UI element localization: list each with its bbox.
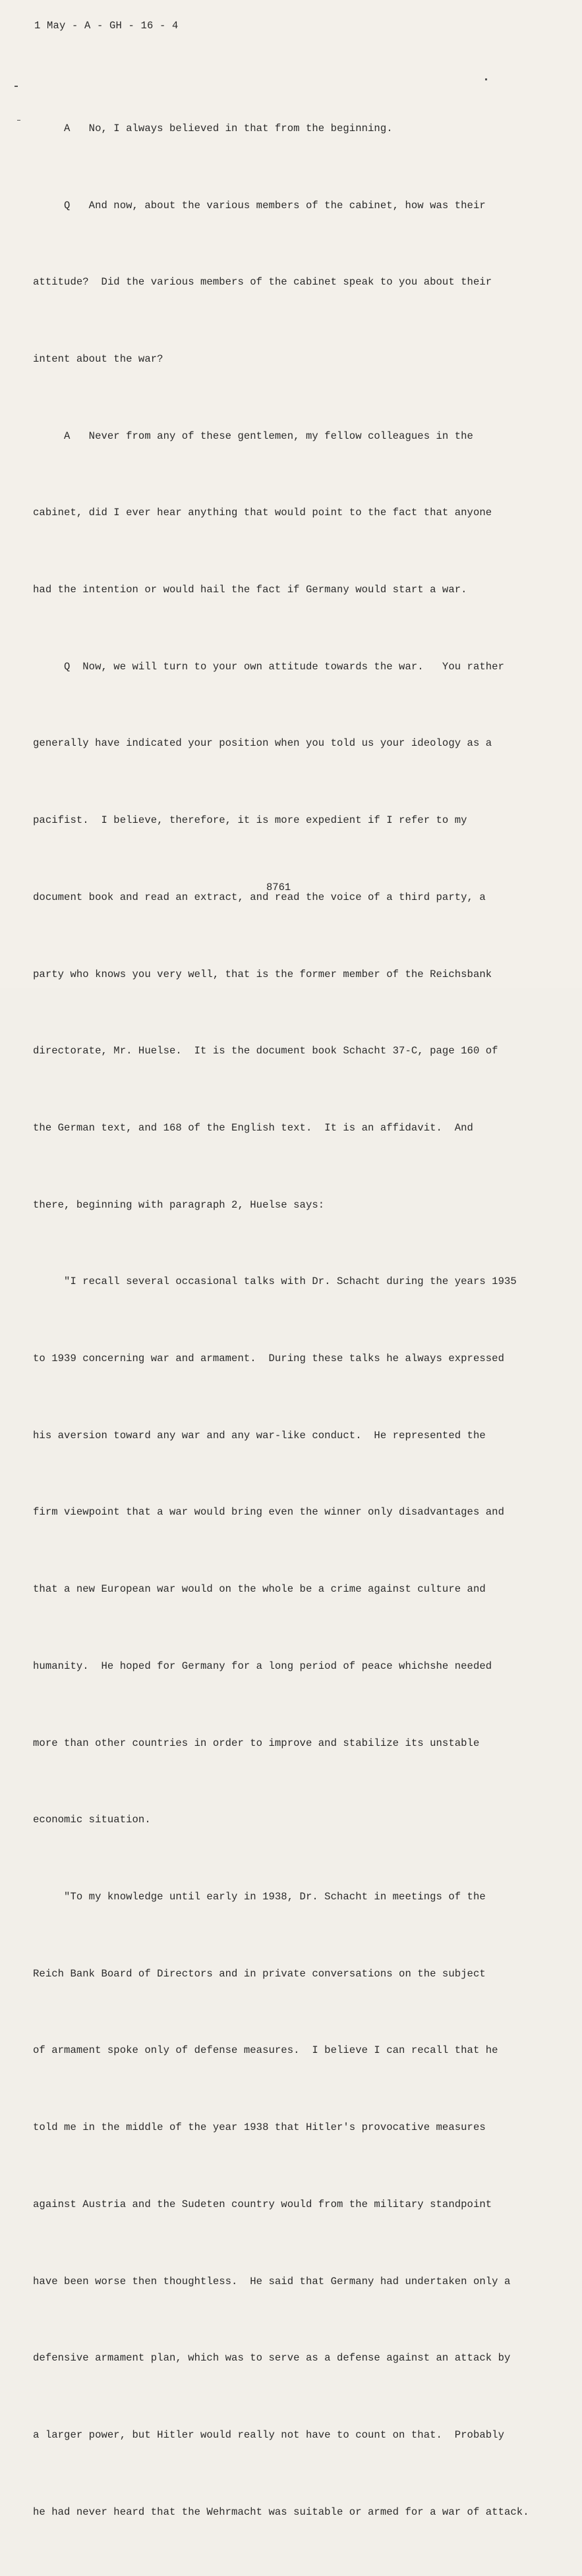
text-line: A No, I always believed in that from the beginning. <box>33 122 393 134</box>
text-line: economic situation. <box>33 1814 151 1826</box>
text-line: cabinet, did I ever hear anything that would point to the fact that anyone <box>33 507 492 519</box>
text-line: more than other countries in order to improve and stabilize its unstable <box>33 1737 480 1749</box>
text-line: the German text, and 168 of the English text. It is an affidavit. And <box>33 1121 473 1134</box>
text-line: have been worse then thoughtless. He said that Germany had undertaken only a <box>33 2275 511 2287</box>
text-line: "To my knowledge until early in 1938, Dr. Schacht in meetings of the <box>33 1890 486 1903</box>
text-line: firm viewpoint that a war would bring even the winner only disadvantages and <box>33 1506 504 1519</box>
text-line: to 1939 concerning war and armament. During these talks he always expressed <box>33 1353 504 1365</box>
text-line: party who knows you very well, that is the former member of the Reichsbank <box>33 968 492 980</box>
text-line: that a new European war would on the whole be a crime against culture and <box>33 1583 486 1596</box>
text-line: Q Now, we will turn to your own attitude towards the war. You rather <box>33 660 504 673</box>
text-line: generally have indicated your position when you told us your ideology as a <box>33 737 492 750</box>
text-line: of armament spoke only of defense measures. I believe I can recall that he <box>33 2044 498 2057</box>
text-line: there, beginning with paragraph 2, Huelse says: <box>33 1198 325 1211</box>
stray-mark <box>15 86 18 87</box>
text-line: told me in the middle of the year 1938 that Hitler's provocative measures <box>33 2121 486 2134</box>
text-line: he had never heard that the Wehrmacht was suitable or armed for a war of attack. <box>33 2506 529 2518</box>
page-header: 1 May - A - GH - 16 - 4 <box>34 20 179 32</box>
text-line: document book and read an extract, and read the voice of a third party, a <box>33 891 486 903</box>
stray-mark <box>485 78 487 80</box>
text-line: directorate, Mr. Huelse. It is the document book Schacht 37-C, page 160 of <box>33 1045 498 1057</box>
page-number: 8761 <box>266 882 291 893</box>
text-line: a larger power, but Hitler would really not have to count on that. Probably <box>33 2428 504 2441</box>
text-line: his aversion toward any war and any war-like conduct. He represented the <box>33 1429 486 1442</box>
transcript-body <box>33 65 554 2576</box>
text-line: attitude? Did the various members of the cabinet speak to you about their <box>33 276 492 289</box>
text-line: "I recall several occasional talks with Dr. Schacht during the years 1935 <box>33 1275 517 1288</box>
text-line: humanity. He hoped for Germany for a long period of peace whichshe needed <box>33 1660 492 1672</box>
text-line: Reich Bank Board of Directors and in private conversations on the subject <box>33 1967 486 1980</box>
text-line: had the intention or would hail the fact if Germany would start a war. <box>33 584 467 596</box>
text-line: pacifist. I believe, therefore, it is more expedient if I refer to my <box>33 814 467 827</box>
text-line: against Austria and the Sudeten country would from the military standpoint <box>33 2198 492 2210</box>
text-line: A Never from any of these gentlemen, my fellow colleagues in the <box>33 430 473 442</box>
text-line: defensive armament plan, which was to serve as a defense against an attack by <box>33 2352 511 2365</box>
text-line: Q And now, about the various members of the cabinet, how was their <box>33 199 486 211</box>
stray-mark <box>17 120 20 121</box>
text-line: intent about the war? <box>33 352 163 365</box>
